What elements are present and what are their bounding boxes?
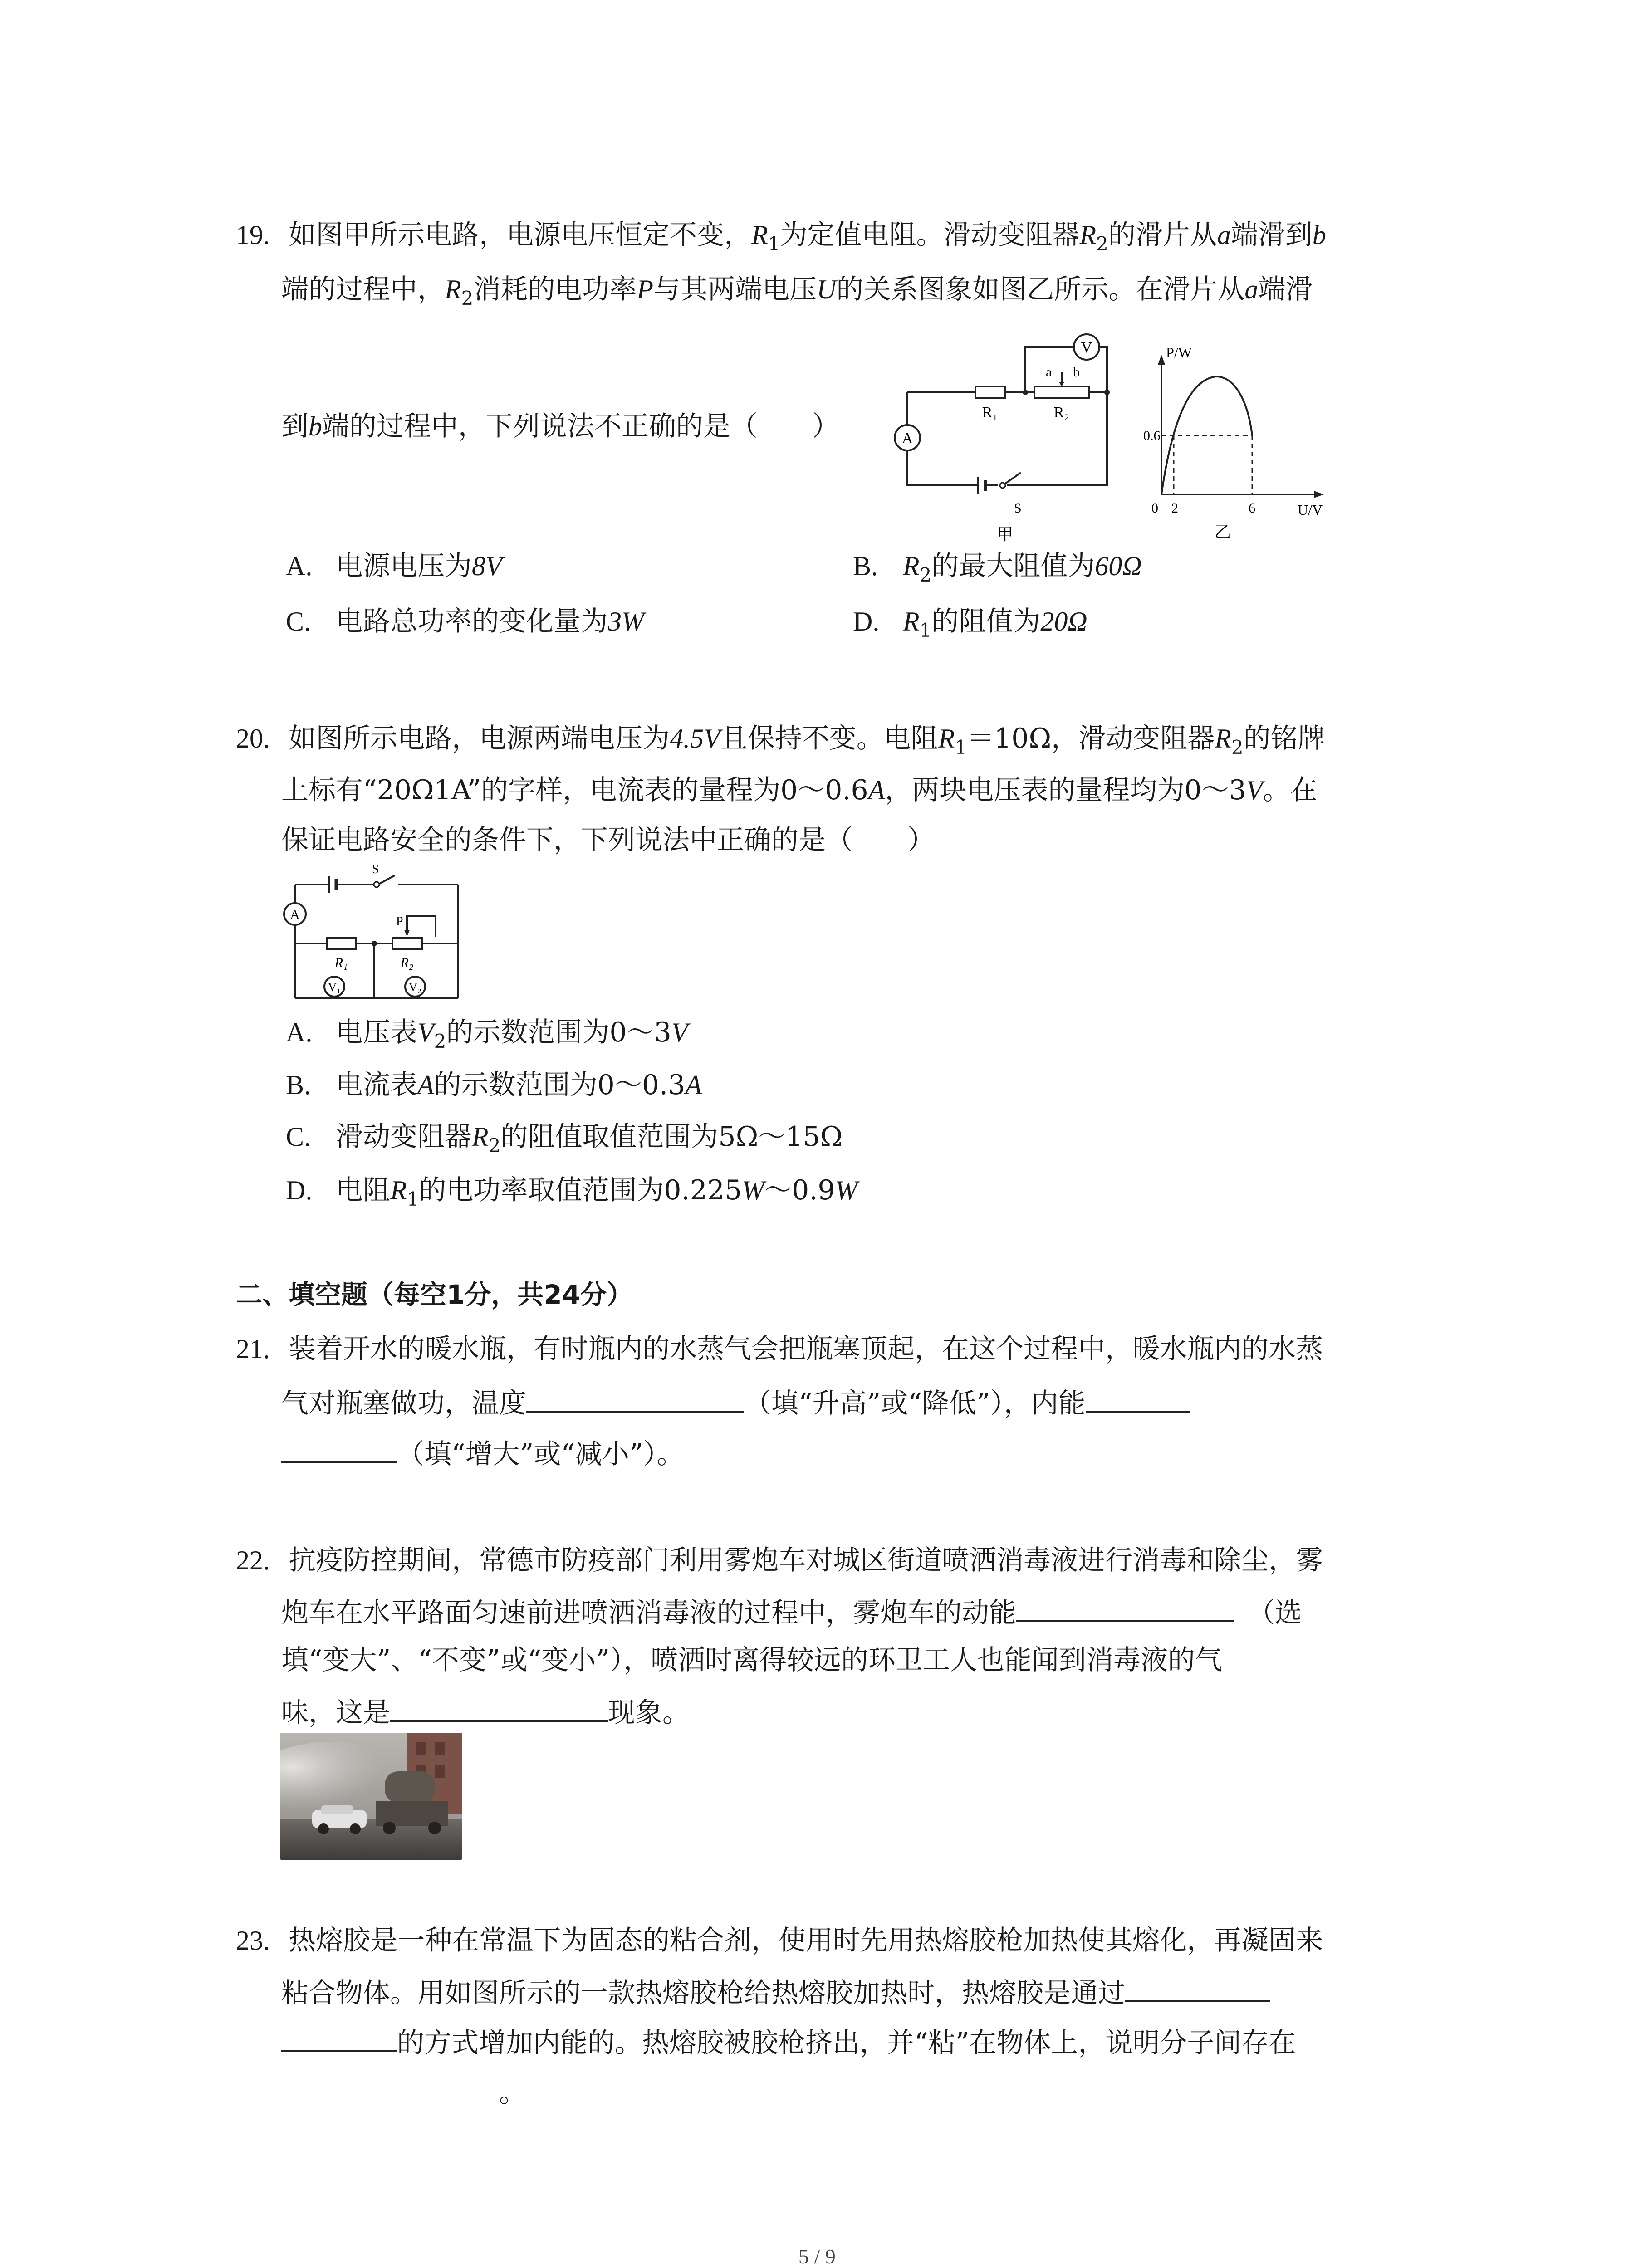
- q20-line3: 保证电路安全的条件下，下列说法中正确的是（ ）: [281, 824, 935, 856]
- ammeter-label: A: [901, 430, 913, 447]
- q21-line2: 气对瓶塞做功，温度 （填“升高”或“降低”），内能: [281, 1383, 1190, 1422]
- graph-xtick-2: 2: [1171, 501, 1178, 516]
- answer-blank-internal-energy-2[interactable]: [281, 1433, 397, 1463]
- q19-option-b[interactable]: B. $R_2$的最大阻值为60Ω: [853, 550, 1142, 586]
- q22-line2: 炮车在水平路面匀速前进喷洒消毒液的过程中，雾炮车的动能 （选: [281, 1592, 1302, 1631]
- q21-line1: 21. 装着开水的暖水瓶，有时瓶内的水蒸气会把瓶塞顶起，在这个过程中，暖水瓶内的水蒸: [236, 1333, 1323, 1365]
- section-heading: 二、填空题（每空1分，共24分）: [236, 1279, 633, 1310]
- fog-cannon-truck-photo: [280, 1733, 462, 1860]
- answer-blank-molecular-force[interactable]: [281, 2072, 499, 2102]
- q23-line1: 23. 热熔胶是一种在常温下为固态的粘合剂，使用时先用热熔胶枪加热使其熔化，再凝固来: [236, 1925, 1323, 1956]
- resistor-r1: [975, 386, 1005, 398]
- q20-option-a[interactable]: A. 电压表$V_2$的示数范围为0～3V: [286, 1017, 688, 1052]
- q20-option-b[interactable]: B. 电流表A的示数范围为0～0.3A: [286, 1069, 702, 1101]
- q20-circuit-figure: [279, 862, 470, 1007]
- q22-line4: 味，这是 现象。: [281, 1692, 690, 1731]
- switch-label: S: [372, 862, 379, 876]
- answer-blank-kinetic-energy[interactable]: [1016, 1592, 1234, 1622]
- q19-option-d[interactable]: D. $R_1$的阻值为20Ω: [853, 606, 1087, 641]
- figure-caption-jia: 甲: [996, 525, 1014, 543]
- answer-blank-method-1[interactable]: [1125, 1972, 1270, 2002]
- q19-option-a[interactable]: A. 电源电压为8V: [286, 550, 502, 582]
- resistor-r1: [327, 938, 356, 949]
- r2-label: R₂: [1053, 404, 1070, 421]
- r1-label: R₁: [982, 404, 998, 421]
- page-number: 5 / 9: [798, 2245, 836, 2268]
- switch-label: S: [1014, 501, 1022, 516]
- question-number: 21.: [236, 1334, 270, 1364]
- q19-line3: 到b端的过程中，下列说法不正确的是（ ）: [281, 411, 839, 442]
- q23-line2: 粘合物体。用如图所示的一款热熔胶枪给热熔胶加热时，热熔胶是通过: [281, 1972, 1270, 2011]
- q23-line4: 。: [281, 2072, 526, 2111]
- q19-line1: 19. 如图甲所示电路，电源电压恒定不变，$R_1$为定值电阻。滑动变阻器$R_2$的滑片从a端滑到b: [236, 219, 1326, 255]
- voltmeter-label: V: [1081, 339, 1092, 356]
- q20-line1: 20. 如图所示电路，电源两端电压为4.5V且保持不变。电阻$R_1=10\Omega$，滑动变阻器$R_2$的铭牌: [236, 723, 1325, 758]
- answer-blank-phenomenon[interactable]: [390, 1692, 608, 1722]
- q20-line2: 上标有“20Ω1A”的字样，电流表的量程为0～0.6A，两块电压表的量程均为0～3V。在: [281, 774, 1318, 806]
- answer-blank-method-2[interactable]: [281, 2022, 397, 2052]
- q21-line3: （填“增大”或“减小”）。: [281, 1433, 684, 1472]
- graph-xlabel: U/V: [1298, 502, 1323, 518]
- q19-line2: 端的过程中，$R_2$消耗的电功率P与其两端电压U的关系图象如图乙所示。在滑片从a端滑: [281, 274, 1313, 309]
- graph-ytick: 0.6: [1143, 428, 1161, 443]
- voltmeter-v1-label: V₁: [328, 981, 341, 994]
- terminal-b-label: b: [1073, 365, 1080, 380]
- terminal-a-label: a: [1046, 365, 1052, 380]
- question-number: 23.: [236, 1926, 270, 1955]
- q19-pu-graph: [1143, 345, 1334, 544]
- q22-line3: 填“变大”、“不变”或“变小”），喷洒时离得较远的环卫工人也能闻到消毒液的气: [281, 1644, 1223, 1676]
- q23-line3: 的方式增加内能的。热熔胶被胶枪挤出，并“粘”在物体上，说明分子间存在: [281, 2022, 1296, 2061]
- graph-ylabel: P/W: [1166, 345, 1192, 361]
- q20-option-c[interactable]: C. 滑动变阻器$R_2$的阻值取值范围为5Ω～15Ω: [286, 1121, 843, 1157]
- slider-label: P: [396, 914, 403, 929]
- figure-caption-yi: 乙: [1214, 523, 1231, 541]
- voltmeter-v2-label: V₂: [409, 981, 421, 994]
- r2-label: R₂: [400, 955, 414, 970]
- question-number: 22.: [236, 1545, 270, 1575]
- q19-option-c[interactable]: C. 电路总功率的变化量为3W: [286, 606, 644, 637]
- answer-blank-temperature[interactable]: [526, 1383, 744, 1413]
- q20-option-d[interactable]: D. 电阻$R_1$的电功率取值范围为0.225W～0.9W: [286, 1174, 858, 1210]
- q19-circuit-figure: [889, 327, 1125, 544]
- question-number: 19.: [236, 220, 270, 250]
- rheostat-r2: [392, 938, 422, 949]
- rheostat-r2: [1034, 386, 1089, 398]
- graph-xtick-0: 0: [1151, 501, 1158, 516]
- question-number: 20.: [236, 723, 270, 753]
- ammeter-label: A: [290, 907, 300, 922]
- r1-label: R₁: [334, 955, 348, 970]
- q22-line1: 22. 抗疫防控期间，常德市防疫部门利用雾炮车对城区街道喷洒消毒液进行消毒和除尘，雾: [236, 1545, 1323, 1576]
- answer-blank-internal-energy-1[interactable]: [1086, 1383, 1190, 1413]
- graph-xtick-6: 6: [1249, 501, 1255, 516]
